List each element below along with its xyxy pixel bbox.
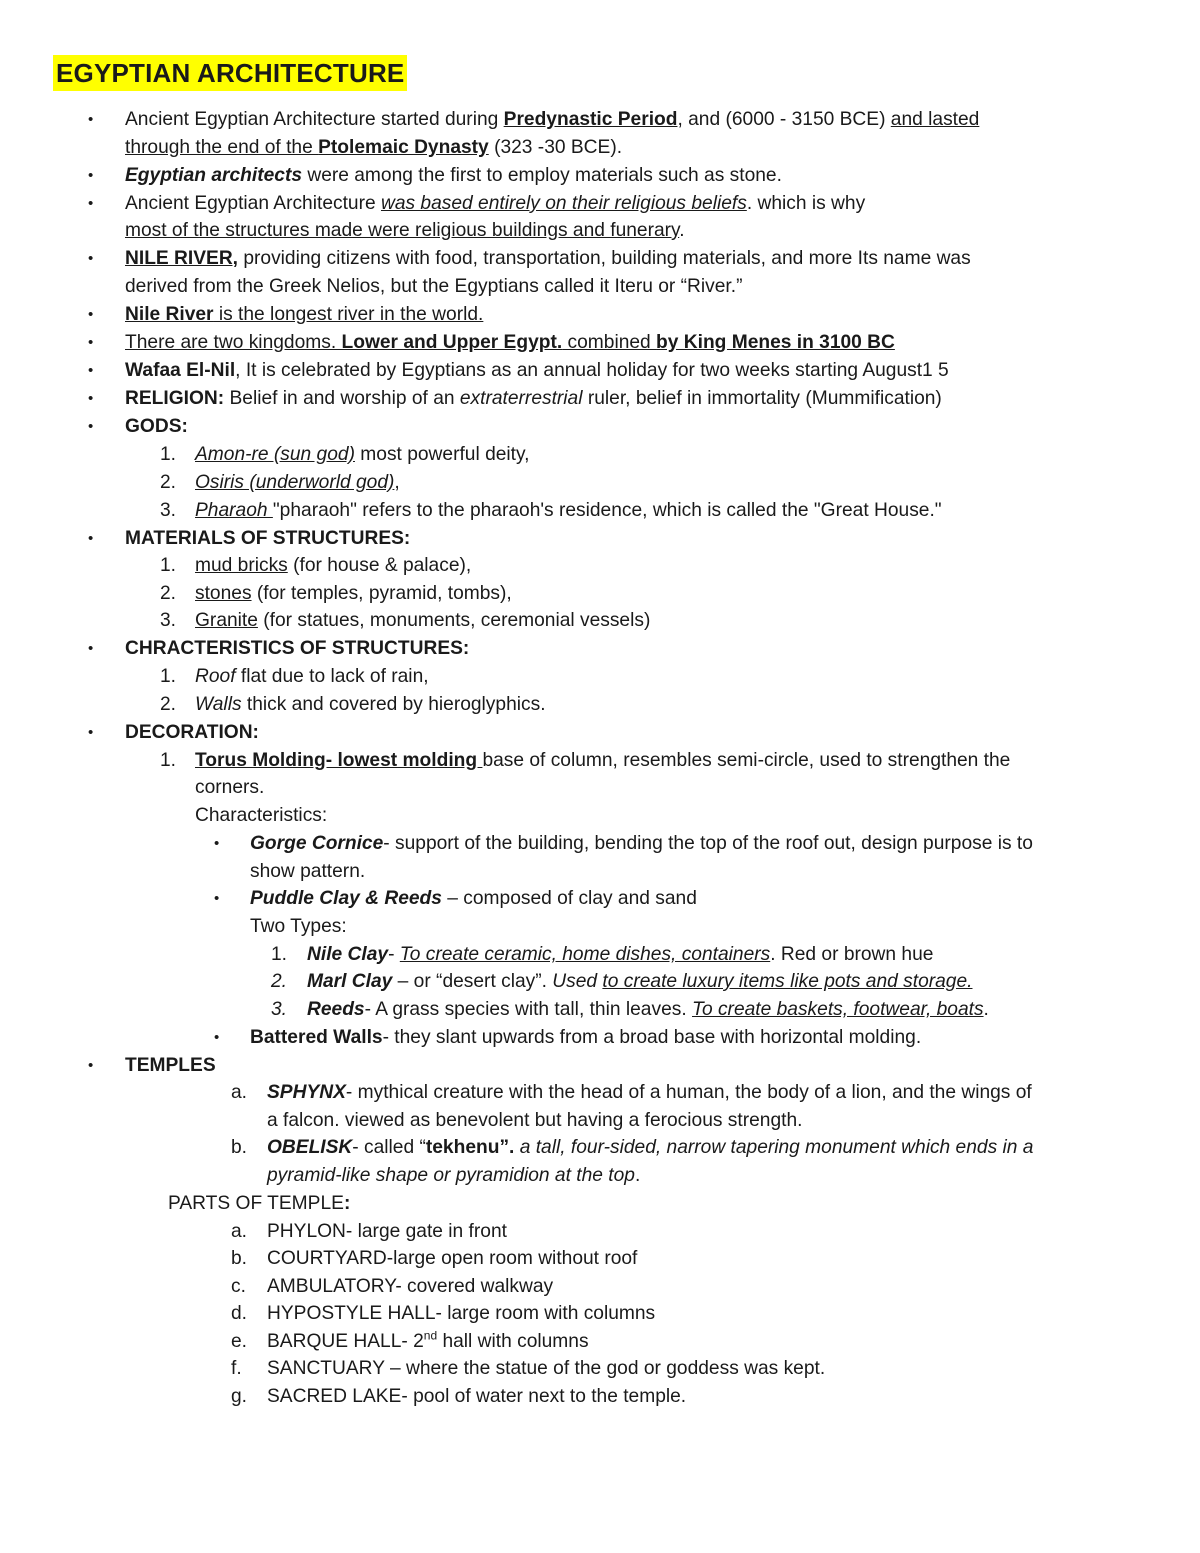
line-text	[195, 663, 429, 691]
line-text	[250, 858, 365, 886]
text-run: Ancient Egyptian Architecture started during	[125, 109, 504, 130]
bullet-marker: •	[214, 1029, 220, 1046]
text-run: by King Menes in 3100 BC	[656, 332, 895, 353]
text-run: Torus Molding- lowest molding	[195, 750, 483, 771]
bullet-marker: •	[88, 195, 94, 212]
text-run: - they slant upwards from a broad base with horizontal molding.	[382, 1027, 922, 1048]
line-text	[125, 525, 410, 553]
list-number: 2.	[160, 472, 177, 493]
text-run: is the longest river in the world.	[213, 304, 484, 325]
text-run: To create baskets, footwear, boats	[692, 999, 984, 1020]
text-run: Nile Clay	[307, 944, 389, 965]
line-text	[250, 913, 347, 941]
list-number: 1.	[271, 944, 288, 965]
bullet-marker: •	[88, 724, 94, 741]
line-text	[267, 1134, 1033, 1162]
list-number: f.	[231, 1358, 242, 1379]
text-run: Pharaoh	[195, 500, 273, 521]
bullet-marker: •	[88, 334, 94, 351]
text-run: , It is celebrated by Egyptians as an annual holiday for two weeks starting August1 5	[235, 360, 949, 381]
line-text	[125, 635, 469, 663]
text-run: thick and covered by hieroglyphics.	[241, 694, 546, 715]
text-run: TEMPLES	[125, 1055, 216, 1076]
list-number: 3.	[160, 610, 177, 631]
text-run: AMBULATORY- covered walkway	[267, 1276, 554, 1297]
line-text	[267, 1107, 802, 1135]
line-text	[125, 301, 483, 329]
line-text	[267, 1300, 655, 1328]
text-run: Roof	[195, 666, 236, 687]
line-text	[125, 106, 979, 134]
line-text	[267, 1383, 686, 1411]
text-run: and lasted	[890, 109, 980, 130]
text-run: Puddle Clay & Reeds	[250, 888, 442, 909]
list-number: b.	[231, 1137, 248, 1158]
line-text	[125, 217, 685, 245]
text-run: CHRACTERISTICS OF STRUCTURES:	[125, 638, 470, 659]
text-run: (for temples, pyramid, tombs),	[251, 583, 512, 604]
list-number: c.	[231, 1276, 246, 1297]
text-run: – composed of clay and sand	[441, 888, 697, 909]
line-text	[307, 968, 972, 996]
text-run: Nile River	[125, 304, 214, 325]
text-run: Belief in and worship of an	[224, 388, 460, 409]
text-run: SANCTUARY – where the statue of the god or goddess was kept.	[267, 1358, 826, 1379]
text-run: PHYLON- large gate in front	[267, 1221, 507, 1242]
text-run: . Red or brown hue	[770, 944, 934, 965]
line-text	[195, 691, 546, 719]
text-run: Osiris (underworld god)	[195, 472, 395, 493]
line-text	[267, 1162, 640, 1190]
text-run: :	[343, 1193, 351, 1214]
list-number: 2.	[160, 694, 177, 715]
text-run: a tall, four-sided, narrow tapering monument which ends in a	[514, 1137, 1034, 1158]
text-run: BARQUE HALL- 2	[267, 1331, 424, 1352]
text-run: through the end of the	[125, 137, 319, 158]
text-run: OBELISK	[267, 1137, 353, 1158]
text-run: derived from the Greek Nelios, but the Egyptians called it Iteru or “River.”	[125, 276, 743, 297]
line-text	[125, 190, 865, 218]
line-text	[125, 1052, 216, 1080]
text-run: Walls	[195, 694, 242, 715]
line-text	[250, 830, 1033, 858]
text-run: Used	[552, 971, 603, 992]
text-run: - A grass species with tall, thin leaves.	[364, 999, 692, 1020]
text-run: PARTS OF TEMPLE	[168, 1193, 344, 1214]
line-text	[125, 385, 942, 413]
text-run: Lower and Upper Egypt.	[341, 332, 563, 353]
line-text	[125, 719, 259, 747]
line-text	[125, 134, 622, 162]
text-run: .	[983, 999, 989, 1020]
text-run: Battered Walls	[250, 1027, 383, 1048]
text-run: pyramid-like shape or pyramidion at the top	[267, 1165, 635, 1186]
line-text	[307, 941, 933, 969]
text-run: show pattern.	[250, 861, 366, 882]
text-run: To create ceramic, home dishes, containers	[399, 944, 771, 965]
line-text	[125, 245, 971, 273]
bullet-marker: •	[88, 167, 94, 184]
text-run: Reeds	[307, 999, 365, 1020]
text-run: – or “desert clay”.	[392, 971, 553, 992]
list-number: 1.	[160, 750, 177, 771]
text-run: COURTYARD-large open room without roof	[267, 1248, 638, 1269]
line-text	[195, 607, 650, 635]
text-run: Amon-re (sun god)	[195, 444, 355, 465]
text-run: providing citizens with food, transportation, building materials, and more Its name was	[238, 248, 971, 269]
text-run: flat due to lack of rain,	[235, 666, 429, 687]
list-number: g.	[231, 1386, 248, 1407]
line-text	[267, 1218, 507, 1246]
bullet-marker: •	[214, 890, 220, 907]
text-run: .	[679, 220, 685, 241]
text-run: , and (6000 - 3150 BCE)	[677, 109, 891, 130]
text-run: corners.	[195, 777, 265, 798]
line-text	[267, 1245, 637, 1273]
text-run: nd	[423, 1328, 438, 1343]
list-number: a.	[231, 1082, 248, 1103]
line-text	[125, 273, 742, 301]
bullet-marker: •	[88, 250, 94, 267]
text-run: - support of the building, bending the top of the roof out, design purpose is to	[383, 833, 1033, 854]
bullet-marker: •	[88, 390, 94, 407]
text-run: Marl Clay	[307, 971, 393, 992]
line-text	[125, 413, 188, 441]
text-run: .	[634, 1165, 641, 1186]
text-run: Wafaa El-Nil	[125, 360, 236, 381]
text-run: SPHYNX	[267, 1082, 346, 1103]
list-number: a.	[231, 1221, 248, 1242]
text-run: tekhenu”.	[425, 1137, 515, 1158]
text-run: extraterrestrial	[459, 388, 583, 409]
line-text	[267, 1355, 825, 1383]
text-run: to create luxury items like pots and storage.	[602, 971, 973, 992]
line-text	[250, 1024, 921, 1052]
line-text	[307, 996, 989, 1024]
line-text	[195, 774, 264, 802]
line-text	[168, 1190, 350, 1218]
text-run: Egyptian architects	[125, 165, 303, 186]
bullet-marker: •	[88, 362, 94, 379]
text-run: Ptolemaic Dynasty	[318, 137, 489, 158]
text-run: base of column, resembles semi-circle, used to strengthen the	[482, 750, 1011, 771]
text-run: Characteristics:	[195, 805, 328, 826]
text-run: "pharaoh" refers to the pharaoh's residence, which is called the "Great House."	[272, 500, 942, 521]
text-run: HYPOSTYLE HALL- large room with columns	[267, 1303, 656, 1324]
line-text	[125, 162, 782, 190]
line-text	[195, 469, 400, 497]
list-number: e.	[231, 1331, 248, 1352]
text-run: mud bricks	[195, 555, 288, 576]
text-run: ruler, belief in immortality (Mummification)	[582, 388, 942, 409]
bullet-marker: •	[88, 640, 94, 657]
line-text	[195, 441, 530, 469]
text-run: RELIGION:	[125, 388, 225, 409]
list-number: 1.	[160, 555, 177, 576]
text-run: - mythical creature with the head of a human, the body of a lion, and the wings of	[345, 1082, 1032, 1103]
text-run: NILE RIVER,	[125, 248, 239, 269]
list-number: 1.	[160, 444, 177, 465]
text-run: ,	[394, 472, 400, 493]
text-run: (323 -30 BCE).	[488, 137, 623, 158]
text-run: hall with columns	[437, 1331, 589, 1352]
bullet-marker: •	[88, 111, 94, 128]
list-number: b.	[231, 1248, 248, 1269]
text-run: MATERIALS OF STRUCTURES:	[125, 528, 411, 549]
line-text	[125, 329, 895, 357]
list-number: 1.	[160, 666, 177, 687]
bullet-marker: •	[214, 835, 220, 852]
line-text	[195, 552, 471, 580]
text-run: DECORATION:	[125, 722, 259, 743]
text-run: a falcon. viewed as benevolent but having a ferocious strength.	[267, 1110, 803, 1131]
text-run: . which is why	[746, 193, 866, 214]
text-run: -	[388, 944, 400, 965]
text-run: Granite	[195, 610, 258, 631]
text-run: GODS:	[125, 416, 188, 437]
text-run: - called “	[352, 1137, 426, 1158]
text-run: Predynastic Period	[503, 109, 678, 130]
text-run: Two Types:	[250, 916, 347, 937]
line-text	[125, 357, 949, 385]
line-text	[195, 747, 1010, 775]
line-text	[195, 802, 327, 830]
document-title: EGYPTIAN ARCHITECTURE	[53, 55, 407, 91]
text-run: Ancient Egyptian Architecture	[125, 193, 381, 214]
text-run: (for house & palace),	[287, 555, 472, 576]
list-number: 2.	[160, 583, 177, 604]
text-run: were among the first to employ materials such as stone.	[302, 165, 782, 186]
line-text	[195, 580, 512, 608]
text-run: There are two kingdoms.	[125, 332, 342, 353]
text-run: (for statues, monuments, ceremonial vessels)	[257, 610, 651, 631]
bullet-marker: •	[88, 306, 94, 323]
text-run: Gorge Cornice	[250, 833, 384, 854]
line-text	[267, 1079, 1032, 1107]
bullet-marker: •	[88, 1057, 94, 1074]
line-text	[195, 497, 942, 525]
bullet-marker: •	[88, 418, 94, 435]
list-number: 3.	[160, 500, 177, 521]
list-number: 3.	[271, 999, 288, 1020]
text-run: most of the structures made were religious buildings and funerary	[125, 220, 680, 241]
text-run: was based entirely on their religious beliefs	[380, 193, 747, 214]
list-number: 2.	[271, 971, 288, 992]
line-text	[267, 1328, 589, 1356]
text-run: combined	[562, 332, 657, 353]
text-run: SACRED LAKE- pool of water next to the temple.	[267, 1386, 687, 1407]
line-text	[250, 885, 697, 913]
bullet-marker: •	[88, 530, 94, 547]
line-text	[267, 1273, 553, 1301]
text-run: stones	[195, 583, 252, 604]
list-number: d.	[231, 1303, 248, 1324]
text-run: most powerful deity,	[354, 444, 530, 465]
